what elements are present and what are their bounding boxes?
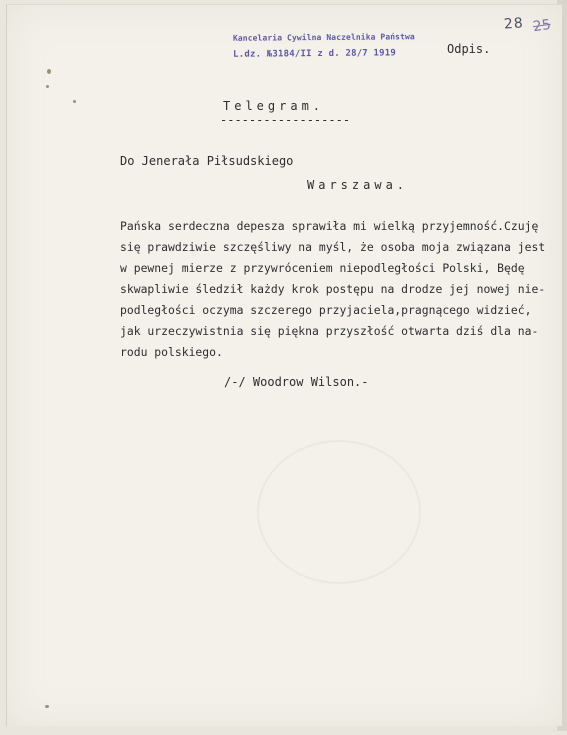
telegram-body	[120, 216, 560, 363]
body-line: podległości oczyma szczerego przyjaciela,pragnącego widzieć,	[120, 303, 532, 317]
folio-number-old: 25	[531, 16, 552, 36]
document-title: Telegram.	[223, 99, 325, 113]
document-page	[6, 4, 562, 726]
body-line: Pańska serdeczna depesza sprawiła mi wielką przyjemność.Czuję	[120, 219, 539, 233]
margin-mark	[47, 69, 51, 74]
copy-note: Odpis.	[447, 42, 491, 56]
title-underline: ------------------	[220, 113, 351, 127]
office-stamp	[233, 28, 413, 64]
addressee: Do Jenerała Piłsudskiego	[120, 154, 294, 168]
folio-number: 28	[503, 15, 525, 33]
margin-mark	[73, 100, 76, 103]
body-line: jak urzeczywistnia się piękna przyszłość otwarta dziś dla na-	[120, 324, 539, 338]
body-line: rodu polskiego.	[120, 345, 223, 359]
stamp-reference: L.dz. №3184/II z d. 28/7 1919	[233, 48, 397, 60]
body-line: w pewnej mierze z przywróceniem niepodległości Polski, Będę	[120, 261, 525, 275]
margin-mark	[46, 85, 49, 88]
margin-mark	[45, 705, 49, 708]
signature: /-/ Woodrow Wilson.-	[224, 375, 369, 389]
watermark	[257, 440, 421, 584]
body-line: skwapliwie śledził każdy krok postępu na drodze jej nowej nie-	[120, 282, 546, 296]
destination-city: Warszawa.	[307, 178, 409, 192]
stamp-office-name: Kancelaria Cywilna Naczelnika Państwa	[232, 32, 415, 43]
body-line: się prawdziwie szczęśliwy na myśl, że osoba moja związana jest	[120, 240, 546, 254]
